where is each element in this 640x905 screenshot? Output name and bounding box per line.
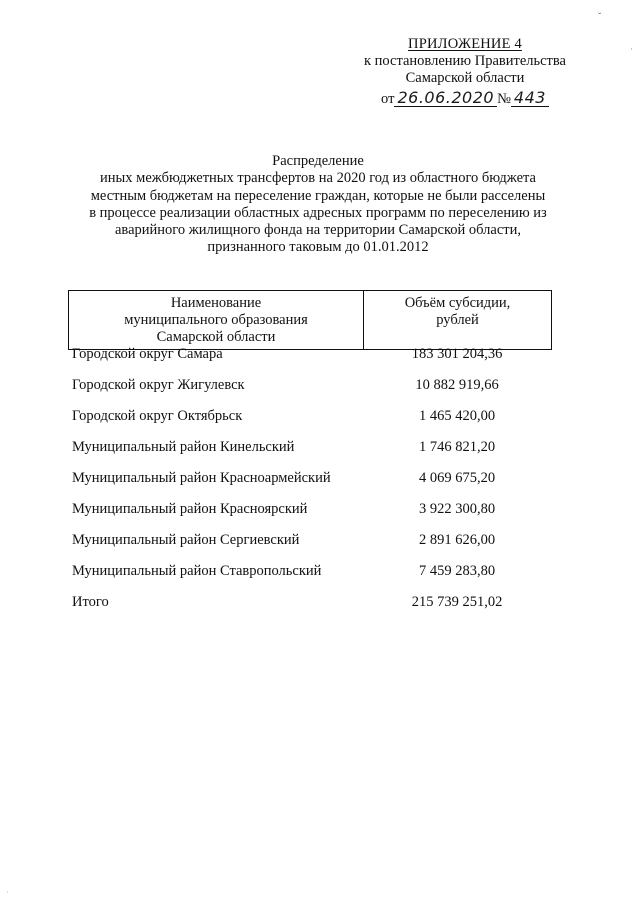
table-row xyxy=(72,346,542,364)
amount-value: 3 922 300,80 xyxy=(418,501,496,517)
municipality-name: Муниципальный район Красноярский xyxy=(72,501,308,517)
scan-mark: ˇ xyxy=(598,12,602,23)
municipality-name: Городской округ Октябрьск xyxy=(72,408,243,424)
scan-dot: · xyxy=(6,888,9,897)
amount-value: 10 882 919,66 xyxy=(415,377,499,393)
header-text: рублей xyxy=(436,312,479,328)
table-row xyxy=(72,377,542,395)
document-heading xyxy=(70,153,566,257)
date-prefix: от xyxy=(381,91,395,107)
table-row xyxy=(72,501,542,519)
handwritten-date: 26.06.2020 xyxy=(394,89,497,107)
municipality-name: Городской округ Жигулевск xyxy=(72,377,245,393)
amount-value: 183 301 204,36 xyxy=(411,346,503,362)
amount-value: 1 746 821,20 xyxy=(418,439,496,455)
number-sign: № xyxy=(497,91,511,107)
header-text: Самарской области xyxy=(156,329,276,345)
header-text: Наименование xyxy=(170,295,262,311)
annex-date-line xyxy=(340,89,590,108)
total-value: 215 739 251,02 xyxy=(411,594,503,610)
amount-value: 7 459 283,80 xyxy=(418,563,496,579)
heading-line: в процессе реализации областных адресных программ по переселению из xyxy=(89,204,547,221)
municipality-name: Городской округ Самара xyxy=(72,346,223,362)
table-row xyxy=(72,439,542,457)
amount-value: 4 069 675,20 xyxy=(418,470,496,486)
table-row xyxy=(72,408,542,426)
annex-resolution-line: к постановлению Правительства xyxy=(364,53,566,69)
handwritten-number: 443 xyxy=(511,89,549,107)
column-header-municipality xyxy=(69,291,364,350)
heading-title: Распределение xyxy=(272,153,364,169)
scan-dot: · xyxy=(630,44,633,54)
table-row-total xyxy=(72,594,542,612)
header-text: Объём субсидии, xyxy=(404,295,511,311)
header-text: муниципального образования xyxy=(124,312,308,328)
heading-line: местным бюджетам на переселение граждан, которые не были расселены xyxy=(90,187,546,204)
table-row xyxy=(72,532,542,550)
municipality-name: Муниципальный район Кинельский xyxy=(72,439,295,455)
heading-line: аварийного жилищного фонда на территории Самарской области, xyxy=(114,222,521,239)
table-row xyxy=(72,563,542,581)
heading-line: иных межбюджетных трансфертов на 2020 год из областного бюджета xyxy=(100,170,536,187)
annex-title: ПРИЛОЖЕНИЕ 4 xyxy=(408,36,522,52)
municipality-name: Муниципальный район Ставропольский xyxy=(72,563,322,579)
annex-block xyxy=(340,36,590,108)
municipality-name: Муниципальный район Сергиевский xyxy=(72,532,300,548)
total-label: Итого xyxy=(72,594,109,610)
heading-line: признанного таковым до 01.01.2012 xyxy=(207,239,429,256)
amount-value: 1 465 420,00 xyxy=(418,408,496,424)
transfers-table-header xyxy=(68,290,552,350)
annex-region-line: Самарской области xyxy=(405,70,525,86)
municipality-name: Муниципальный район Красноармейский xyxy=(72,470,331,486)
column-header-amount xyxy=(364,291,552,350)
amount-value: 2 891 626,00 xyxy=(418,532,496,548)
table-row xyxy=(72,470,542,488)
